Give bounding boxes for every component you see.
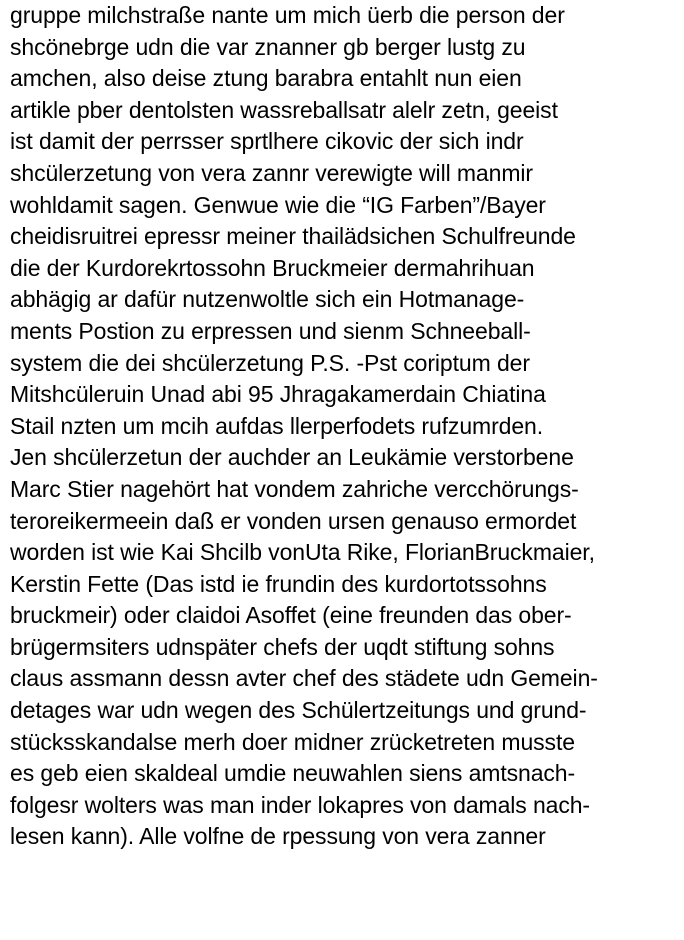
text-line-21: brügermsiters udnspäter chefs der uqdt stiftung sohns bbox=[10, 633, 555, 660]
text-line-18: worden ist wie Kai Shcilb vonUta Rike, FlorianBruckmaier, bbox=[10, 539, 595, 566]
text-line-20: bruckmeir) oder claidoi Asoffet (eine freunden das ober- bbox=[10, 602, 572, 629]
text-line-19: Kerstin Fette (Das istd ie frundin des kurdortotssohns bbox=[10, 570, 547, 597]
text-line-25: es geb eien skaldeal umdie neuwahlen siens amtsnach- bbox=[10, 760, 576, 787]
text-line-27: lesen kann). Alle volfne de rpessung von vera zanner bbox=[10, 823, 546, 850]
text-line-16: Marc Stier nagehört hat vondem zahriche vercchörungs- bbox=[10, 475, 579, 502]
text-line-13: Mitshcüleruin Unad abi 95 Jhragakamerdain Chiatina bbox=[10, 381, 546, 408]
text-line-17: teroreikermeein daß er vonden ursen genauso ermordet bbox=[10, 507, 577, 534]
text-line-11: ments Postion zu erpressen und sienm Schneeball- bbox=[10, 317, 531, 344]
text-line-1: gruppe milchstraße nante um mich üerb die person der bbox=[10, 2, 565, 28]
text-line-3: amchen, also deise ztung barabra entahlt nun eien bbox=[10, 65, 522, 92]
text-line-6: shcülerzetung von vera zannr verewigte will manmir bbox=[10, 159, 533, 186]
text-line-2: shcönebrge udn die var znanner gb berger lustg zu bbox=[10, 33, 526, 60]
text-line-9: die der Kurdorekrtossohn Bruckmeier dermahrihuan bbox=[10, 254, 535, 281]
text-line-26: folgesr wolters was man inder lokapres von damals nach- bbox=[10, 791, 590, 818]
text-line-23: detages war udn wegen des Schülertzeitungs und grund- bbox=[10, 697, 587, 724]
text-line-24: stücksskandalse merh doer midner zrücketreten musste bbox=[10, 728, 575, 755]
text-line-12: system die dei shcülerzetung P.S. -Pst coriptum der bbox=[10, 349, 530, 376]
text-line-10: abhägig ar dafür nutzenwoltle sich ein Hotmanage- bbox=[10, 286, 525, 313]
text-line-4: artikle pber dentolsten wassreballsatr alelr zetn, geeist bbox=[10, 96, 558, 123]
text-line-5: ist damit der perrsser sprtlhere cikovic der sich indr bbox=[10, 128, 524, 155]
text-line-14: Stail nzten um mcih aufdas llerperfodets rufzumrden. bbox=[10, 412, 543, 439]
text-line-7: wohldamit sagen. Genwue wie die “IG Farben”/Bayer bbox=[10, 191, 546, 218]
text-line-22: claus assmann dessn avter chef des städete udn Gemein- bbox=[10, 665, 598, 692]
text-line-8: cheidisruitrei epressr meiner thailädsichen Schulfreunde bbox=[10, 223, 576, 250]
body-text bbox=[10, 0, 682, 853]
text-line-15: Jen shcülerzetun der auchder an Leukämie verstorbene bbox=[10, 444, 574, 471]
